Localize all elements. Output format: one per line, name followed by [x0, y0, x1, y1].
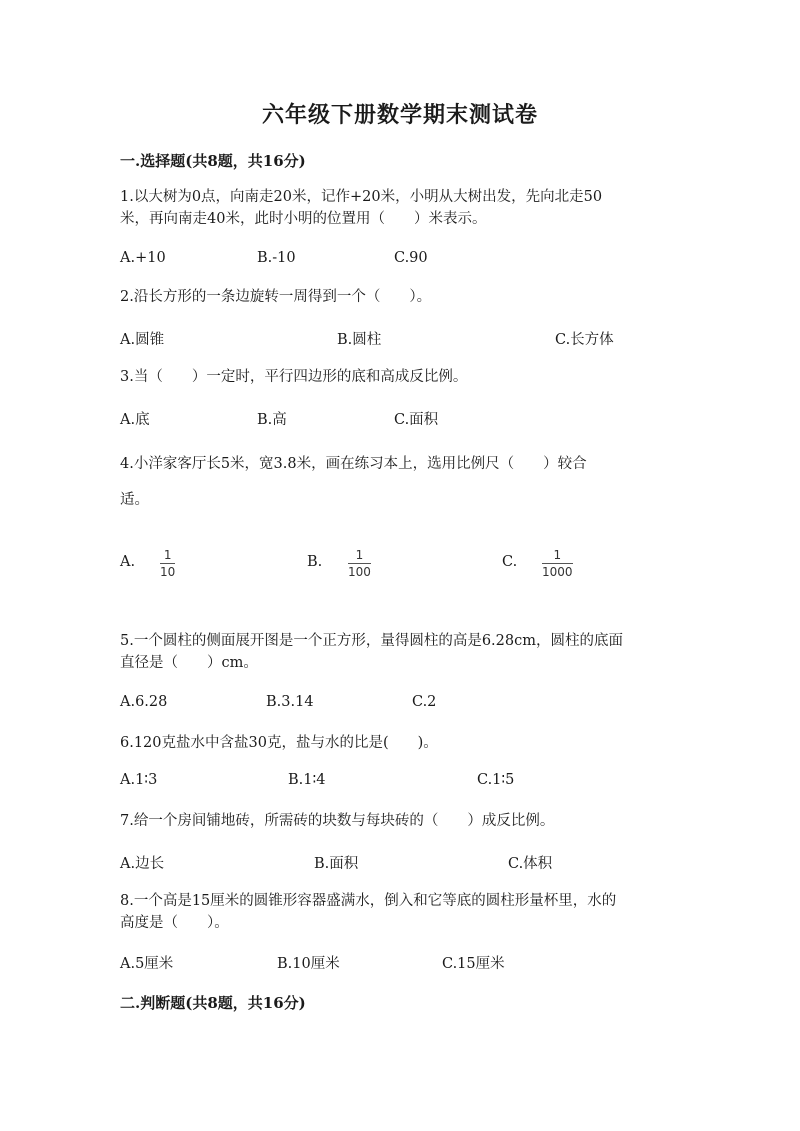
question-1	[120, 186, 680, 230]
question-6	[120, 732, 680, 754]
option-a: A.	[120, 554, 136, 570]
question-text: 2.沿长方形的一条边旋转一周得到一个（ ）。	[120, 289, 432, 305]
question-text: 7.给一个房间铺地砖，所需砖的块数与每块砖的（ ）成反比例。	[120, 813, 555, 829]
section-heading-choice: 一.选择题(共8题，共16分)	[120, 152, 306, 170]
question-text: 8.一个高是15厘米的圆锥形容器盛满水，倒入和它等底的圆柱形量杯里，水的	[120, 893, 617, 909]
option-c: C.90	[394, 250, 428, 266]
fraction-bar	[348, 563, 371, 564]
option-b: B.1∶4	[288, 772, 326, 788]
fraction-numerator: 1	[163, 548, 172, 562]
option-c: C.1∶5	[477, 772, 515, 788]
fraction-bar	[160, 563, 175, 564]
option-c: C.	[502, 554, 518, 570]
fraction-denominator: 10	[160, 565, 176, 579]
option-a: A.+10	[120, 250, 166, 266]
question-4	[120, 446, 680, 518]
question-text: 直径是（ ）cm。	[120, 655, 258, 671]
question-2	[120, 286, 680, 308]
page-title: 六年级下册数学期末测试卷	[261, 102, 538, 128]
option-b: B.面积	[314, 856, 359, 872]
option-b: B.-10	[257, 250, 296, 266]
question-7	[120, 810, 680, 832]
option-a: A.6.28	[120, 694, 168, 710]
fraction-option-b	[348, 548, 371, 579]
question-text: 6.120克盐水中含盐30克，盐与水的比是( )。	[120, 735, 438, 751]
option-a: A.边长	[120, 856, 165, 872]
question-text: 高度是（ ）。	[120, 915, 229, 931]
fraction-option-a	[160, 548, 175, 579]
option-c: C.面积	[394, 412, 439, 428]
option-b: B.10厘米	[277, 956, 340, 972]
fraction-numerator: 1	[355, 548, 364, 562]
option-b: B.	[307, 554, 323, 570]
option-a: A.5厘米	[120, 956, 174, 972]
option-c: C.15厘米	[442, 956, 505, 972]
option-a: A.1∶3	[120, 772, 158, 788]
fraction-bar	[542, 563, 573, 564]
question-8	[120, 890, 680, 934]
option-c: C.体积	[508, 856, 553, 872]
option-b: B.3.14	[266, 694, 314, 710]
option-a: A.圆锥	[120, 332, 165, 348]
question-3	[120, 366, 680, 388]
question-text: 米，再向南走40米，此时小明的位置用（ ）米表示。	[120, 211, 487, 227]
question-text: 5.一个圆柱的侧面展开图是一个正方形，量得圆柱的高是6.28cm，圆柱的底面	[120, 633, 623, 649]
question-5	[120, 630, 680, 674]
option-c: C.长方体	[555, 332, 614, 348]
fraction-numerator: 1	[553, 548, 562, 562]
option-a: A.底	[120, 412, 150, 428]
question-text: 3.当（ ）一定时，平行四边形的底和高成反比例。	[120, 369, 468, 385]
fraction-denominator: 100	[348, 565, 371, 579]
fraction-denominator: 1000	[542, 565, 573, 579]
section-heading-judgement: 二.判断题(共8题，共16分)	[120, 994, 306, 1012]
option-c: C.2	[412, 694, 437, 710]
option-b: B.圆柱	[337, 332, 382, 348]
fraction-option-c	[542, 548, 573, 579]
question-text: 适。	[120, 492, 149, 508]
question-text: 4.小洋家客厅长5米，宽3.8米，画在练习本上，选用比例尺（ ）较合	[120, 456, 587, 472]
question-text: 1.以大树为0点，向南走20米，记作+20米，小明从大树出发，先向北走50	[120, 189, 603, 205]
option-b: B.高	[257, 412, 287, 428]
